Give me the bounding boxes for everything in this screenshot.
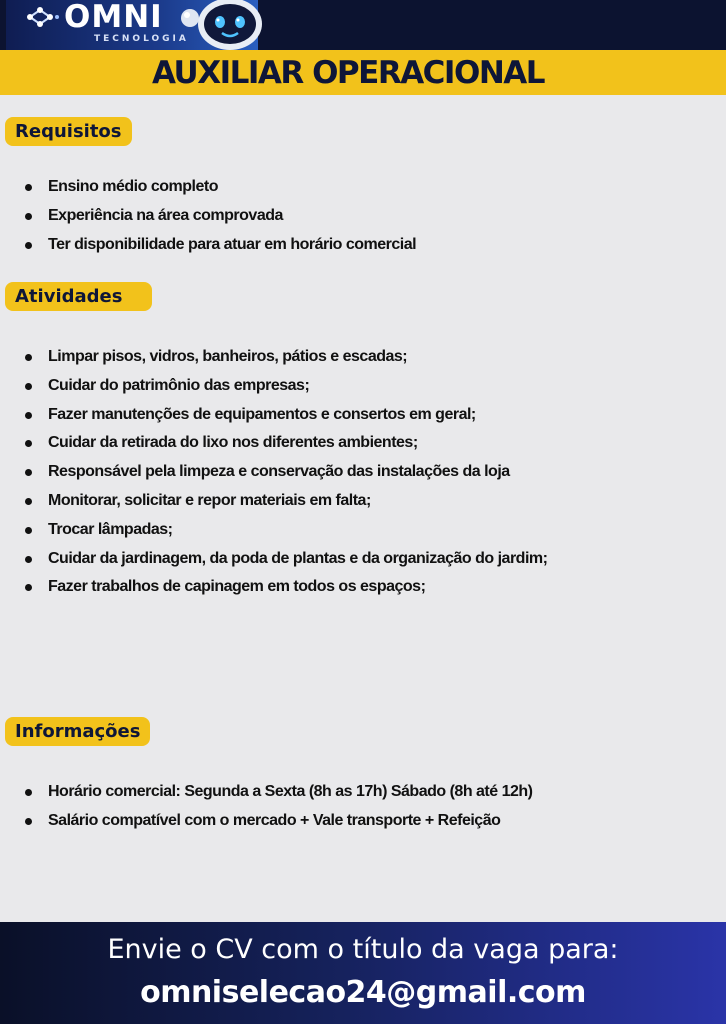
- list-item: Fazer manutenções de equipamentos e consertos em geral;: [22, 401, 547, 430]
- brand-logo: [6, 0, 258, 50]
- title-band: [0, 50, 726, 95]
- list-item: Experiência na área comprovada: [22, 202, 416, 231]
- section-label-requisitos: Requisitos: [5, 117, 132, 146]
- section-label-atividades: Atividades: [5, 282, 152, 311]
- brand-name: OMNI: [64, 0, 163, 35]
- list-item: Ensino médio completo: [22, 173, 416, 202]
- list-item: Horário comercial: Segunda a Sexta (8h as 17h) Sábado (8h até 12h): [22, 778, 533, 807]
- job-title: AUXILIAR OPERACIONAL: [151, 54, 545, 91]
- list-item: Monitorar, solicitar e repor materiais em falta;: [22, 487, 547, 516]
- brand-subtitle: TECNOLOGIA: [94, 34, 189, 44]
- list-item: Salário compatível com o mercado + Vale transporte + Refeição: [22, 807, 533, 836]
- list-item: Cuidar da jardinagem, da poda de plantas e da organização do jardim;: [22, 545, 547, 574]
- informacoes-list: [22, 778, 533, 836]
- contact-email: omniselecao24@gmail.com: [140, 975, 586, 1010]
- list-item: Limpar pisos, vidros, banheiros, pátios e escadas;: [22, 343, 547, 372]
- list-item: Responsável pela limpeza e conservação das instalações da loja: [22, 458, 547, 487]
- header-bar: [0, 0, 726, 50]
- list-item: Cuidar da retirada do lixo nos diferentes ambientes;: [22, 429, 547, 458]
- list-item: Cuidar do patrimônio das empresas;: [22, 372, 547, 401]
- list-item: Ter disponibilidade para atuar em horário comercial: [22, 231, 416, 260]
- footer-banner: [0, 922, 726, 1024]
- footer-instruction: Envie o CV com o título da vaga para:: [107, 934, 619, 965]
- network-icon: [24, 6, 60, 28]
- list-item: Trocar lâmpadas;: [22, 516, 547, 545]
- section-label-informacoes: Informações: [5, 717, 150, 746]
- requisitos-list: [22, 173, 416, 259]
- list-item: Fazer trabalhos de capinagem em todos os espaços;: [22, 573, 547, 602]
- atividades-list: [22, 343, 547, 602]
- robot-mascot-icon: [174, 0, 266, 50]
